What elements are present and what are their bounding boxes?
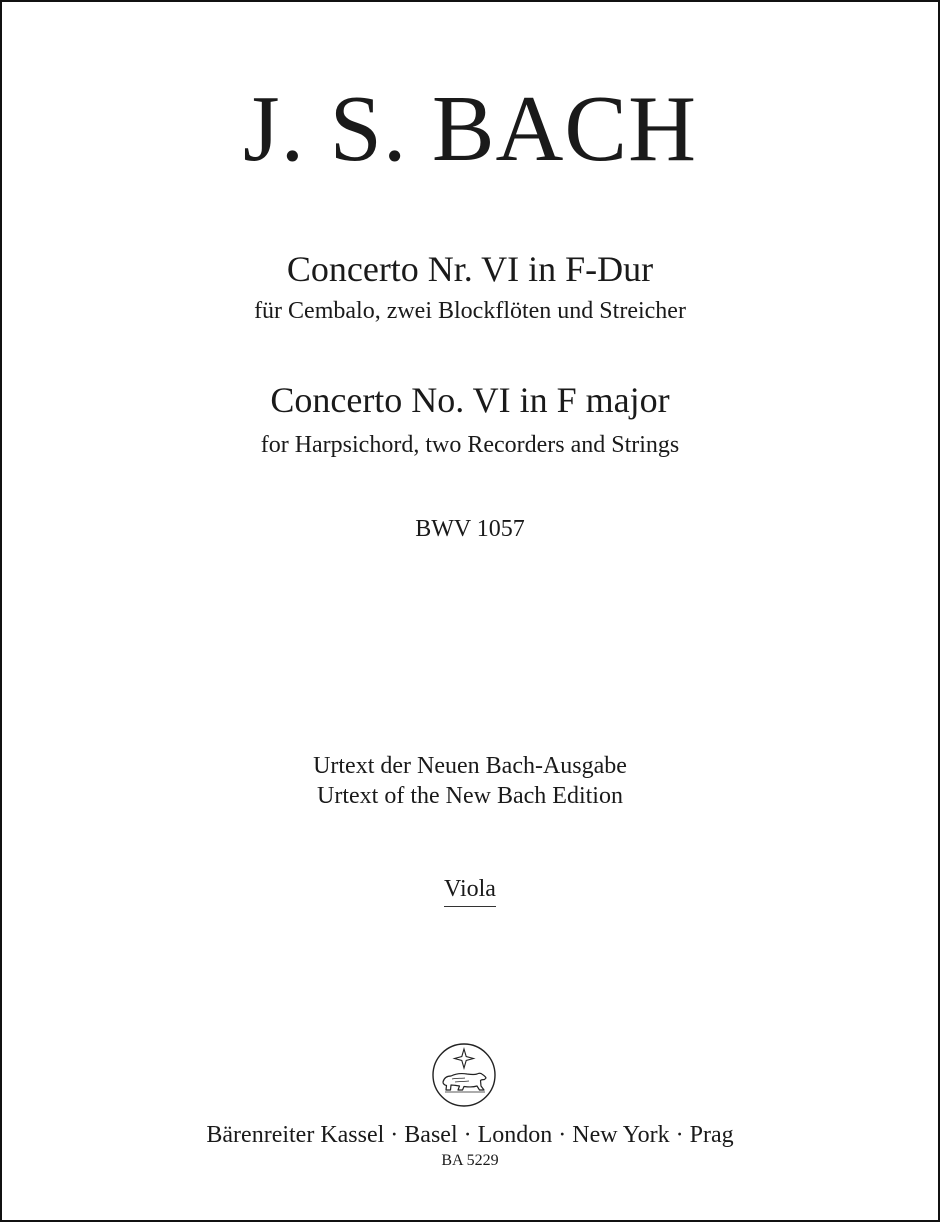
subtitle-english: for Harpsichord, two Recorders and Strings <box>260 432 680 458</box>
edition-german: Urtext der Neuen Bach-Ausgabe <box>313 753 627 779</box>
part-name: Viola <box>444 877 496 907</box>
publisher-line: Bärenreiter Kassel · Basel · London · New York · Prag <box>206 1122 734 1148</box>
catalogue-number: BA 5229 <box>441 1152 499 1169</box>
title-english: Concerto No. VI in F major <box>270 380 670 420</box>
title-german: Concerto Nr. VI in F-Dur <box>286 249 654 289</box>
composer-name: J. S. BACH <box>242 77 698 181</box>
subtitle-german: für Cembalo, zwei Blockflöten und Streicher <box>254 298 686 324</box>
part-label-container <box>2 877 938 907</box>
publisher-logo-icon <box>431 1042 497 1108</box>
edition-english: Urtext of the New Bach Edition <box>317 783 623 809</box>
bwv-number: BWV 1057 <box>415 516 525 542</box>
